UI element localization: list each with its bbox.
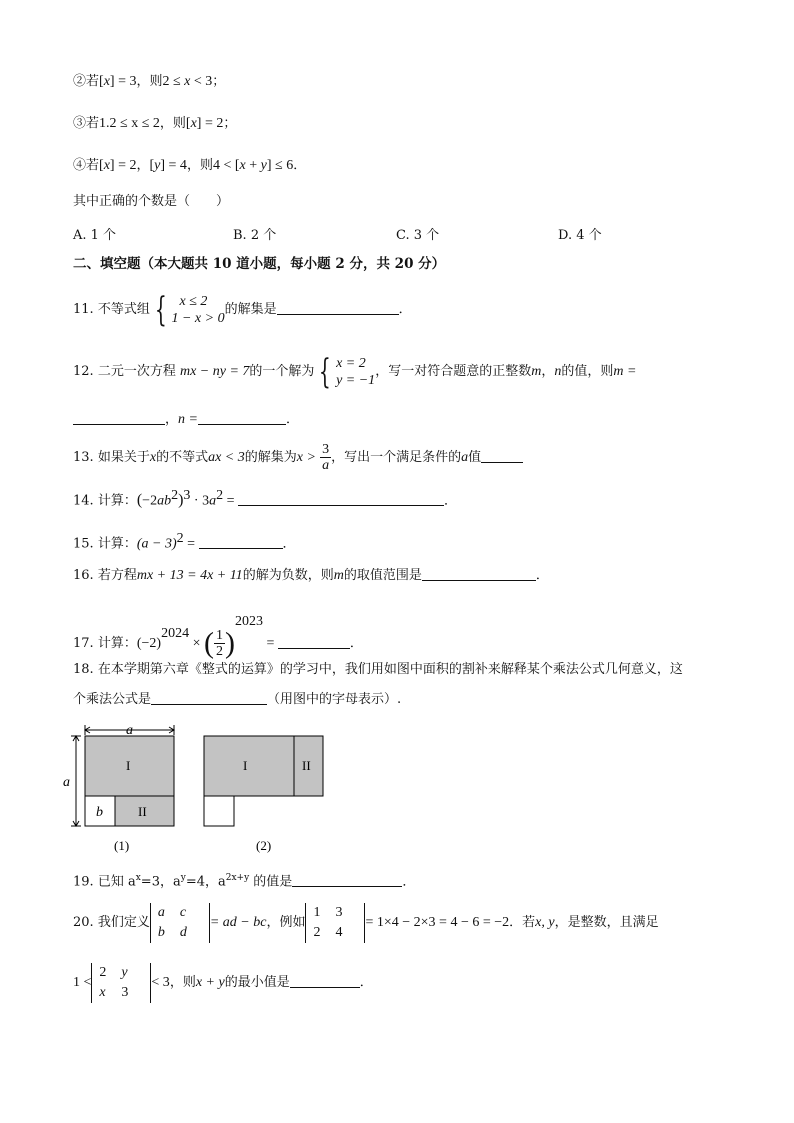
q12-line2: ，n = ． xyxy=(73,410,299,430)
q10-option-a: A. 1 个 xyxy=(73,228,117,243)
q13 xyxy=(73,440,523,476)
statement-3-mark: ③若 xyxy=(73,116,100,131)
q13-frac-den: a xyxy=(322,458,330,473)
q20-ex-eq: = 1×4 − 2×3 = 4 − 6 = −2 xyxy=(365,915,510,930)
q17-frac-num: 1 xyxy=(215,628,223,643)
q19-v1: =3，a xyxy=(140,874,181,890)
q13-frac-num: 3 xyxy=(322,442,330,457)
q19-answer-blank[interactable] xyxy=(292,872,402,887)
q12-var-m: m xyxy=(531,364,542,379)
fig2-label-II: II xyxy=(302,758,311,773)
q17: 17. 计算：$(-2)^{2024}$ × ( $\frac{1}{2}$ )$^{2023}$ = ． xyxy=(73,614,363,660)
q12-solution-x: x = 2 xyxy=(336,355,366,371)
fig2-label-I: I xyxy=(243,758,248,773)
q12-m-eq: m = xyxy=(613,364,637,379)
statement-2-mark: ②若 xyxy=(73,74,100,89)
q14-number: 14. xyxy=(73,493,94,509)
q17-exponent-1: 2024 xyxy=(161,626,190,641)
q18-answer-blank[interactable] xyxy=(151,690,267,705)
q16-number: 16. xyxy=(73,568,94,583)
q12-post2: 的值，则 xyxy=(561,364,614,379)
q14: 14. 计算：$(-2ab^2)^3 \cdot 3a^2$ = ． xyxy=(73,488,457,509)
q17-answer-blank[interactable] xyxy=(278,634,350,649)
q20-post: ．若 xyxy=(509,915,536,930)
q13-number: 13. xyxy=(73,450,94,465)
q11-number: 11. xyxy=(73,302,94,317)
q16-post: 的取值范围是 xyxy=(343,568,422,583)
statement-3: ③若1.2 ≤ x ≤ 2，则[x] = 2； xyxy=(73,116,237,131)
q19-exp-y: y xyxy=(180,873,186,883)
q11-line2: 1 − x > 0 xyxy=(171,310,225,326)
q18-number: 18. xyxy=(73,662,94,677)
q12-mid: 的一个解为 xyxy=(249,364,315,379)
q20-pre: 我们定义 xyxy=(97,915,150,930)
q12-n-blank[interactable] xyxy=(198,410,286,425)
label-b: b xyxy=(96,805,103,820)
q20-cond-post: < 3 xyxy=(151,975,170,990)
statement-4-tail: ，则 xyxy=(186,158,213,173)
q13-answer-blank[interactable] xyxy=(481,448,523,463)
q11-post: 的解集是 xyxy=(224,302,277,317)
q16-answer-blank[interactable] xyxy=(422,566,536,581)
q20-tail2: 的最小值是 xyxy=(224,975,290,990)
q20-e3: 2 xyxy=(313,924,321,940)
q15-pre: 计算： xyxy=(97,536,137,552)
q20-e1: 1 xyxy=(313,904,321,920)
statement-4: ④若[x] = 2，[y] = 4，则4 < [x + y] ≤ 6． xyxy=(73,158,307,173)
section-title: 二、填空题（本大题共 10 道小题，每小题 2 分，共 20 分） xyxy=(73,256,446,272)
q20-cond-pre: 1 < xyxy=(73,975,92,990)
q19-exp-x: x xyxy=(135,873,141,883)
q18-line1 xyxy=(73,660,683,680)
q20-def-d: d xyxy=(179,924,187,940)
q16-mid: 的解为负数，则 xyxy=(242,568,334,583)
q14-pre: 计算： xyxy=(97,493,137,509)
label-a-top: a xyxy=(126,723,133,738)
q20-def-a: a xyxy=(157,904,165,920)
q17-exponent-2: 2023 xyxy=(234,614,263,629)
q13-var-a: a xyxy=(461,450,469,465)
q19-v2: =4，a xyxy=(185,874,226,890)
q20-number: 20. xyxy=(73,915,94,930)
statement-4-sep: ， xyxy=(136,158,150,173)
q20-ex-pre: ，例如 xyxy=(266,915,306,930)
q19: 19. 已知 $a^x=3$，$a^y=4$，$a^{2x+y}$ 的值是 ． xyxy=(73,873,416,890)
q20-def-determinant xyxy=(150,903,210,943)
q12-pre: 二元一次方程 xyxy=(97,364,176,379)
q10-option-c: C. 3 个 xyxy=(396,228,440,243)
q20-e2: 3 xyxy=(335,904,343,920)
q12-solution-y: y = −1 xyxy=(336,372,376,388)
q15-answer-blank[interactable] xyxy=(199,534,283,549)
q12-comma: ， xyxy=(541,364,555,379)
q20-c3: x xyxy=(99,984,106,1000)
q10-option-d: D. 4 个 xyxy=(558,228,602,243)
statement-2: ②若[x] = 3，则2 ≤ x < 3； xyxy=(73,74,226,89)
q20-c4: 3 xyxy=(121,984,129,1000)
q20-example-determinant xyxy=(305,903,365,943)
statement-3-tail: ，则 xyxy=(159,116,186,131)
q18-text1: 在本学期第六章《整式的运算》的学习中，我们用如图中面积的割补来解释某个乘法公式几何意义，这 xyxy=(97,662,683,677)
q10-option-b: B. 2 个 xyxy=(233,228,277,243)
q16-pre: 若方程 xyxy=(97,568,137,583)
q12-number: 12. xyxy=(73,364,94,379)
q11-answer-blank[interactable] xyxy=(277,300,399,315)
q13-inequality: ax < 3 xyxy=(208,450,245,465)
statement-4-mark: ④若 xyxy=(73,158,100,173)
q11-pre: 不等式组 xyxy=(97,302,150,317)
q19-post: 的值是 xyxy=(249,874,293,890)
q17-number: 17. xyxy=(73,636,94,651)
q19-exp-2xy: 2x+y xyxy=(225,873,250,883)
fig1-caption: (1) xyxy=(114,838,130,853)
q19-pre: 已知 a xyxy=(97,874,136,890)
q12-var-n: n xyxy=(554,364,562,379)
statement-3-condition: 1.2 ≤ x ≤ 2 xyxy=(99,116,160,131)
q20-tail: ，则 xyxy=(169,975,196,990)
label-a-side: a xyxy=(63,775,70,790)
q12-post: ，写一对符合题意的正整数 xyxy=(375,364,532,379)
area-figure xyxy=(60,718,350,858)
q13-var-x: x xyxy=(149,450,157,465)
q20-def-b: b xyxy=(157,924,165,940)
q20-line2: 1 < 2 y x 3 < 3，则x + y的最小值是 ． xyxy=(73,960,373,1006)
q20-def-c: c xyxy=(179,904,187,920)
q20-e4: 4 xyxy=(335,924,343,940)
q20-c2: y xyxy=(121,964,128,980)
q18-text2a: 个乘法公式是 xyxy=(73,692,152,707)
q20 xyxy=(73,900,659,946)
q18-line2 xyxy=(73,690,401,710)
q12: 12. 二元一次方程 mx − ny = 7的一个解为 { x = 2 y = −1 ，写一对符合题意的正整数m，n的值，则m = xyxy=(73,351,637,392)
q16: 16. 若方程mx + 13 = 4x + 11的解为负数，则m的取值范围是 ． xyxy=(73,568,549,583)
q13-solution: x > xyxy=(296,450,316,465)
q12-m-blank[interactable] xyxy=(73,410,165,425)
q20-post2: ，是整数，且满足 xyxy=(554,915,659,930)
fig2-square-b xyxy=(204,796,234,826)
fig2-region-1 xyxy=(204,736,294,796)
fig2-caption: (2) xyxy=(256,838,272,853)
q20-sum: x + y xyxy=(195,975,225,990)
q15-number: 15. xyxy=(73,536,94,552)
fig1-label-II: II xyxy=(138,804,147,819)
q17-frac-den: 2 xyxy=(215,644,223,659)
q20-c1: 2 xyxy=(99,964,107,980)
q16-var-m: m xyxy=(333,568,344,583)
q12-equation: mx − ny = 7 xyxy=(179,364,250,379)
q20-vars: x, y xyxy=(535,915,555,930)
q11-line1: x ≤ 2 xyxy=(179,293,208,309)
q20-answer-blank[interactable] xyxy=(290,973,360,988)
q18-text2b: （用图中的字母表示）. xyxy=(267,692,402,707)
q10-question: 其中正确的个数是（ ） xyxy=(73,194,230,209)
q13-pre: 如果关于 xyxy=(97,450,150,465)
q17-pre: 计算： xyxy=(97,636,137,651)
q12-n-eq: n = xyxy=(178,412,198,427)
q14-answer-blank[interactable] xyxy=(238,491,444,506)
q20-cond-determinant xyxy=(91,963,151,1003)
q15: 15. 计算：$(a - 3)^2$ = ． xyxy=(73,531,296,552)
fig1-label-I: I xyxy=(126,758,131,773)
q16-equation: mx + 13 = 4x + 11 xyxy=(136,568,243,583)
q15-expression: (a − 3) xyxy=(136,536,177,552)
q13-mid: 的不等式 xyxy=(156,450,209,465)
q13-post2: 值 xyxy=(468,450,482,465)
q13-mid2: 的解集为 xyxy=(244,450,297,465)
q13-post: ，写出一个满足条件的 xyxy=(331,450,462,465)
statement-2-tail: ，则 xyxy=(136,74,163,89)
q19-number: 19. xyxy=(73,874,94,890)
q11: 11. 不等式组 { x ≤ 2 1 − x > 0 的解集是 ． xyxy=(73,289,412,330)
q20-def-eq: = ad − bc xyxy=(209,915,267,930)
